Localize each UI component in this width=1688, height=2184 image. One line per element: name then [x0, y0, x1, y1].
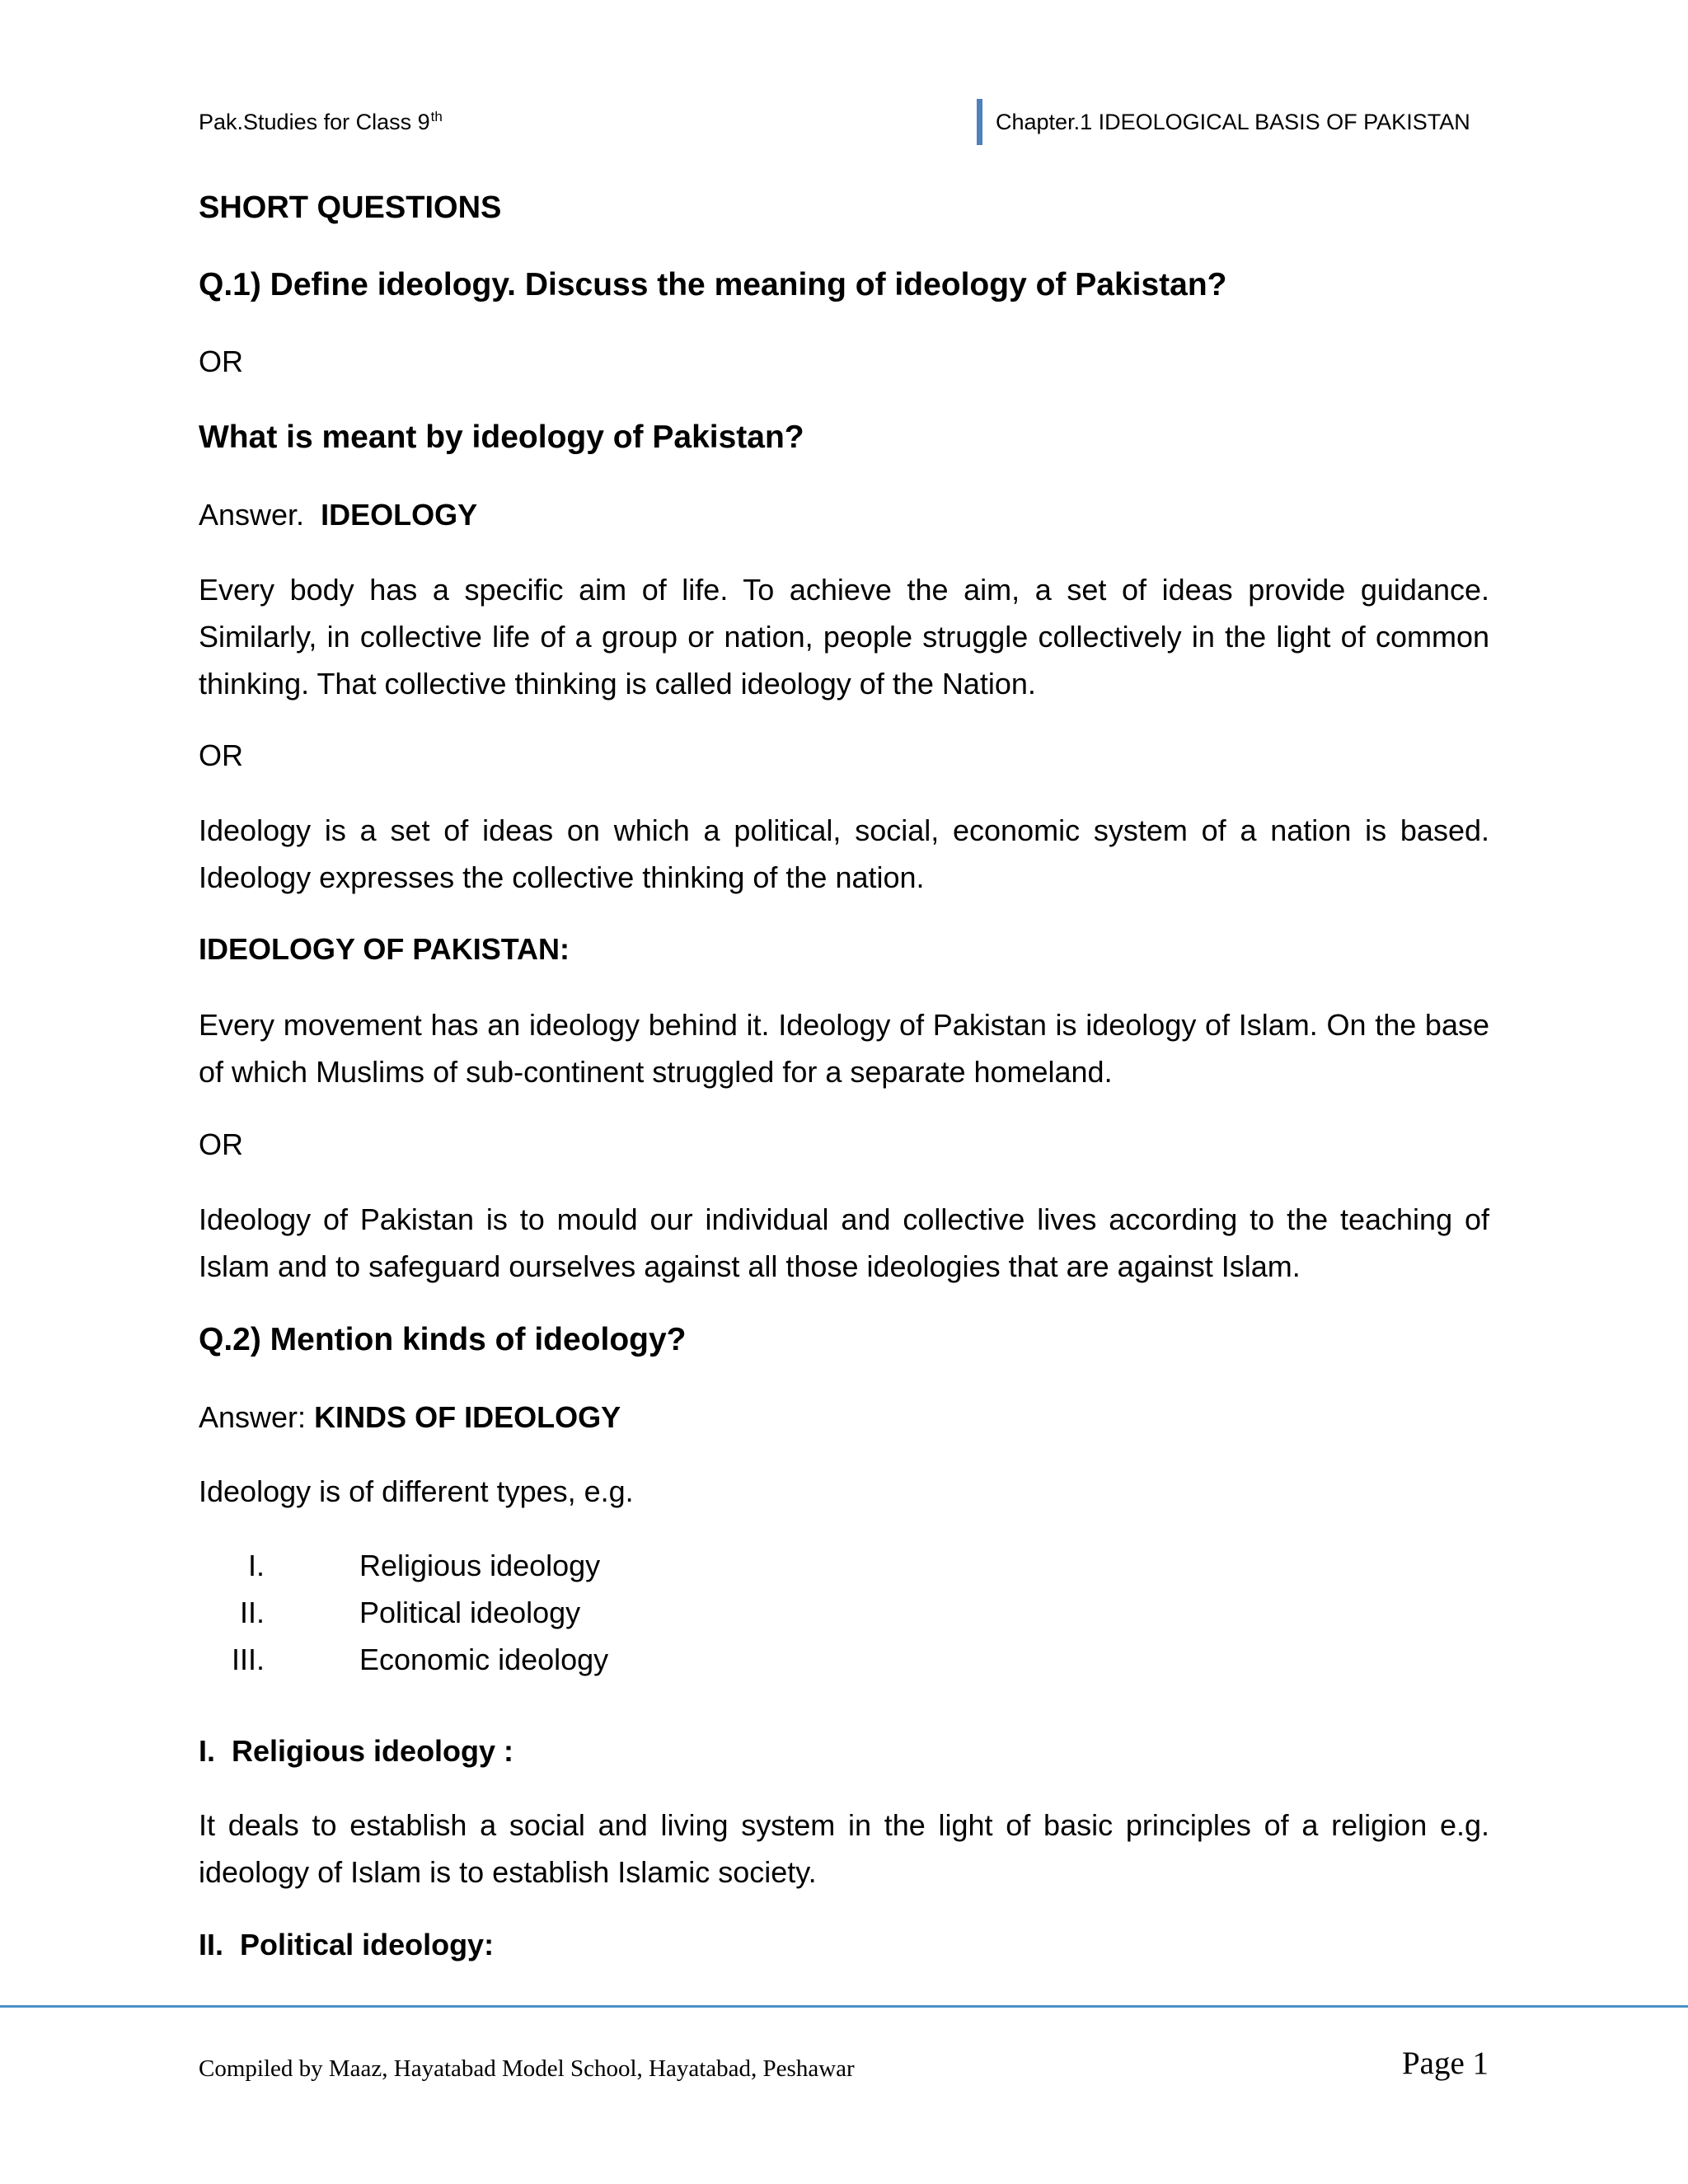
q1-paragraph-1: Every body has a specific aim of life. To achieve the aim, a set of ideas provide guidance. Similarly, in collective life of a group or nation, people struggle collectively in the light of common thinking. That collective thinking is called ideology of the Nation.: [199, 573, 1489, 701]
list-label: Religious ideology: [359, 1549, 601, 1582]
q1-paragraph-2: Ideology is a set of ideas on which a political, social, economic system of a nation is based. Ideology expresses the collective thinking of the nation.: [199, 813, 1489, 894]
header-chapter-title: Chapter.1 IDEOLOGICAL BASIS OF PAKISTAN: [996, 110, 1470, 134]
q2-intro: Ideology is of different types, e.g.: [199, 1474, 634, 1508]
footer-rule: [0, 2005, 1688, 2008]
heading-number: I.: [199, 1734, 216, 1768]
section-title: SHORT QUESTIONS: [199, 190, 502, 225]
list-number: I.: [247, 1549, 265, 1582]
q1-or-1: OR: [199, 344, 243, 378]
q1-answer-line: [199, 491, 1489, 538]
q1-paragraph-3: Every movement has an ideology behind it. Ideology of Pakistan is ideology of Islam. On the base of which Muslims of sub-continent struggled for a separate homeland.: [199, 1008, 1489, 1089]
answer-prefix: Answer:: [199, 1400, 307, 1434]
political-ideology-heading: [199, 1924, 1489, 1966]
q1-alt-title: What is meant by ideology of Pakistan?: [199, 419, 804, 455]
footer-credit: Compiled by Maaz, Hayatabad Model School, Hayatabad, Peshawar: [199, 2055, 855, 2082]
page-number: Page 1: [1401, 2046, 1489, 2081]
list-item: [199, 1542, 1023, 1589]
q1-title: Q.1) Define ideology. Discuss the meaning of ideology of Pakistan?: [199, 267, 1227, 302]
q1-paragraph-4: Ideology of Pakistan is to mould our individual and collective lives according to the teaching of Islam and to safeguard ourselves against all those ideologies that are against Islam.: [199, 1202, 1489, 1283]
kinds-list: [199, 1542, 1023, 1683]
heading-text: Religious ideology :: [232, 1734, 514, 1768]
list-number: II.: [239, 1596, 265, 1629]
heading-number: II.: [199, 1928, 224, 1961]
list-item: [199, 1636, 1023, 1683]
list-number: III.: [231, 1643, 265, 1676]
header-accent-bar: [977, 99, 982, 145]
religious-ideology-text: It deals to establish a social and living system in the light of basic principles of a religion e.g. ideology of Islam is to establish Islamic society.: [199, 1808, 1489, 1889]
answer-heading: IDEOLOGY: [321, 498, 478, 532]
q1-or-3: OR: [199, 1127, 243, 1161]
list-item: [199, 1589, 1023, 1636]
answer-heading: KINDS OF IDEOLOGY: [314, 1400, 621, 1434]
list-label: Economic ideology: [359, 1643, 609, 1676]
header-superscript: th: [430, 109, 443, 124]
q2-answer-line: [199, 1394, 1489, 1441]
answer-prefix: Answer.: [199, 498, 305, 532]
list-label: Political ideology: [359, 1596, 581, 1629]
religious-ideology-heading: [199, 1731, 1489, 1772]
header-left: [199, 105, 443, 138]
q1-or-2: OR: [199, 738, 243, 772]
header-subject: Pak.Studies for Class 9: [199, 110, 430, 134]
q2-title: Q.2) Mention kinds of ideology?: [199, 1322, 687, 1357]
ideology-of-pakistan-heading: IDEOLOGY OF PAKISTAN:: [199, 932, 570, 966]
heading-text: Political ideology:: [240, 1928, 495, 1961]
